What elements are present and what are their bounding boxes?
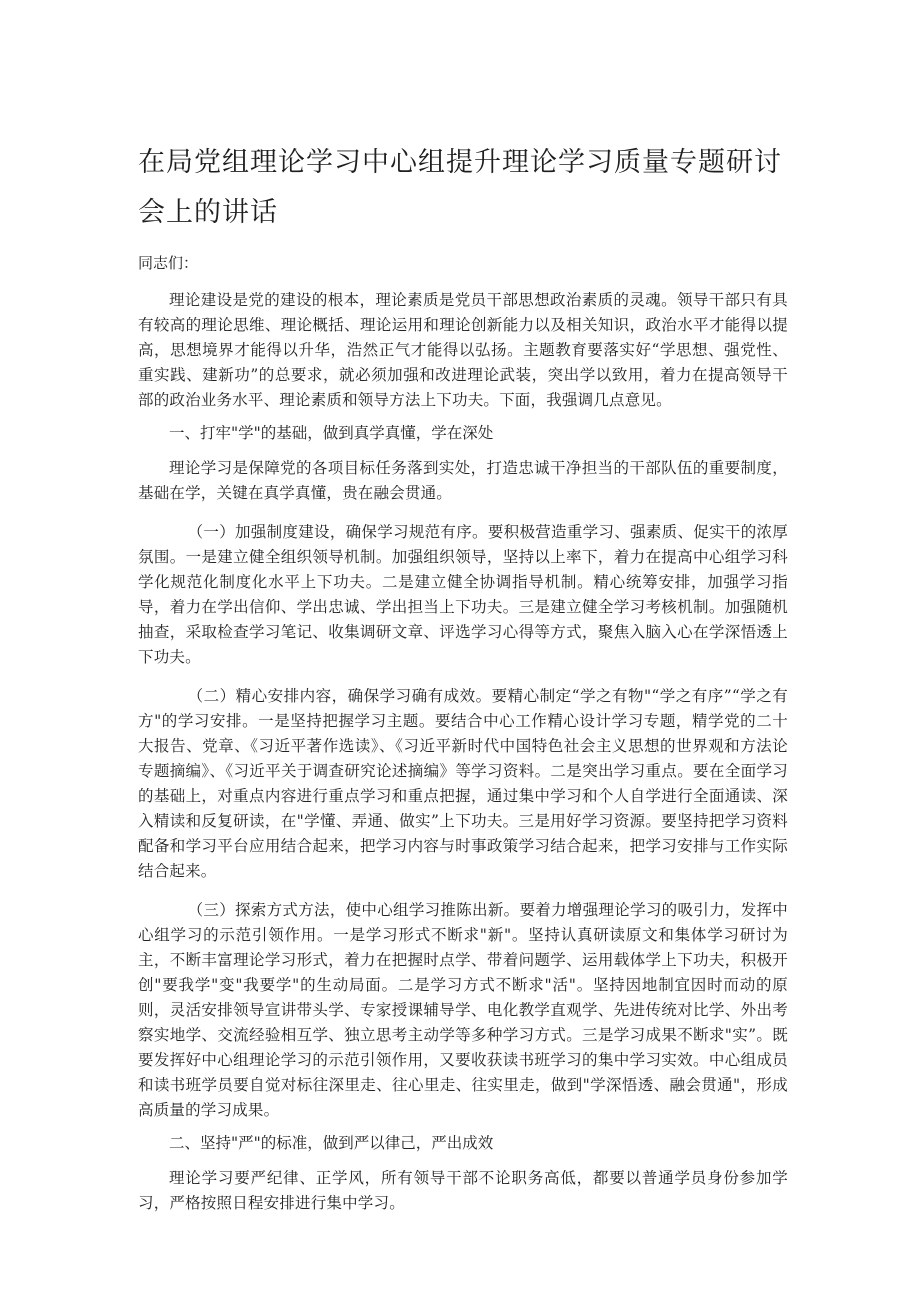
subsection-3-paragraph: （三）探索方式方法，使中心组学习推陈出新。要着力增强理论学习的吸引力，发挥中心组学习的示范引领作用。一是学习形式不断求"新"。坚持认真研读原文和集体学习研讨为主，不断丰富理论学习形式，着力在把握时点学、带着问题学、运用载体学上下功夫，积极开创"要我学"变"我要学"的生动局面。二是学习方式不断求"活"。坚持因地制宜因时而动的原则，灵活安排领导宣讲带头学、专家授课辅导学、电化教学直观学、先进传统对比学、外出考察实地学、交流经验相互学、独立思考主动学等多种学习方式。三是学习成果不断求"实”。既要发挥好中心组理论学习的示范引领作用，又要收获读书班学习的集中学习实效。中心组成员和读书班学员要自觉对标往深里走、往心里走、往实里走，做到"学深悟透、融会贯通"，形成高质量的学习成果。 xyxy=(138,901,788,1119)
document-page xyxy=(138,138,788,1224)
section-1-intro: 理论学习是保障党的各项目标任务落到实处，打造忠诚干净担当的干部队伍的重要制度，基础在学，关键在真学真懂，贵在融会贯通。 xyxy=(138,459,788,502)
document-title: 在局党组理论学习中心组提升理论学习质量专题研讨会上的讲话 xyxy=(138,147,782,228)
subsection-2-paragraph: （二）精心安排内容，确保学习确有成效。要精心制定“学之有物"“学之有序”“学之有方"的学习安排。一是坚持把握学习主题。要结合中心工作精心设计学习专题，精学党的二十大报告、党章、《习近平著作选读》、《习近平新时代中国特色社会主义思想的世界观和方法论专题摘编》、《习近平关于调查研究论述摘编》等学习资料。二是突出学习重点。要在全面学习的基础上，对重点内容进行重点学习和重点把握，通过集中学习和个人自学进行全面通读、深入精读和反复研读，在"学懂、弄通、做实”上下功夫。三是用好学习资源。要坚持把学习资料配备和学习平台应用结合起来，把学习内容与时事政策学习结合起来，把学习安排与工作实际结合起来。 xyxy=(138,687,788,880)
section-2-heading: 二、坚持"严"的标准，做到严以律己，严出成效 xyxy=(169,1134,494,1152)
subsection-1-paragraph: （一）加强制度建设，确保学习规范有序。要积极营造重学习、强素质、促实干的浓厚氛围。一是建立健全组织领导机制。加强组织领导，坚持以上率下，着力在提高中心组学习科学化规范化制度化水平上下功夫。二是建立健全协调指导机制。精心统筹安排，加强学习指导，着力在学出信仰、学出忠诚、学出担当上下功夫。三是建立健全学习考核机制。加强随机抽查，采取检查学习笔记、收集调研文章、评选学习心得等方式，聚焦入脑入心在学深悟透上下功夫。 xyxy=(138,523,788,666)
intro-paragraph: 理论建设是党的建设的根本，理论素质是党员干部思想政治素质的灵魂。领导干部只有具有较高的理论思维、理论概括、理论运用和理论创新能力以及相关知识，政治水平才能得以提高，思想境界才能得以升华，浩然正气才能得以弘扬。主题教育要落实好“学思想、强党性、重实践、建新功”的总要求，就必须加强和改进理论武装，突出学以致用，着力在提高领导干部的政治业务水平、理论素质和领导方法上下功夫。下面，我强调几点意见。 xyxy=(138,291,788,409)
section-2-intro: 理论学习要严纪律、正学风，所有领导干部不论职务高低，都要以普通学员身份参加学习，严格按照日程安排进行集中学习。 xyxy=(138,1169,788,1212)
section-1-heading: 一、打牢"学"的基础，做到真学真懂，学在深处 xyxy=(169,424,494,442)
salutation: 同志们： xyxy=(138,254,199,272)
